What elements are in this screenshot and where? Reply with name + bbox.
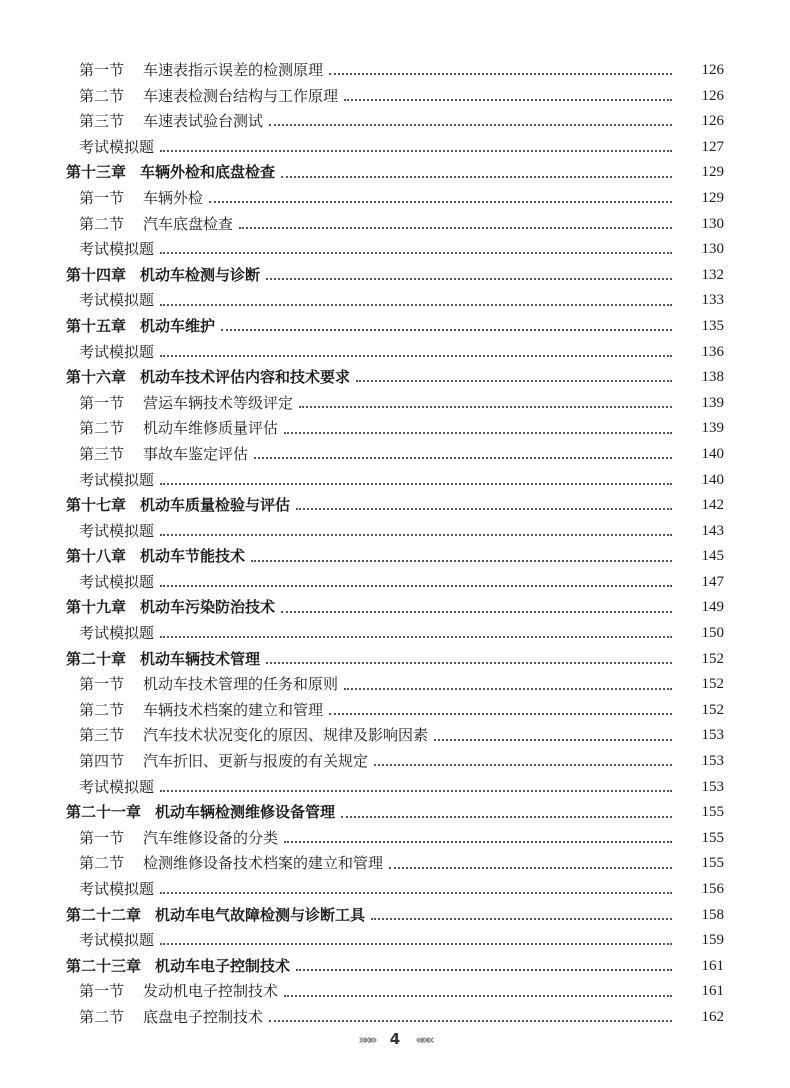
toc-section-entry[interactable]: [0, 442, 790, 468]
toc-entry-number: 第十九章: [66, 598, 127, 617]
toc-entry-number: 第一节: [79, 982, 125, 1001]
toc-entry-number: 第十四章: [66, 265, 127, 284]
dot-leader: [284, 431, 672, 434]
toc-entry-title: 底盘电子控制技术: [143, 1007, 264, 1026]
dot-leader: [344, 687, 672, 690]
toc-section-entry[interactable]: [0, 928, 790, 954]
toc-page-number: 143: [701, 522, 724, 539]
toc-entry-label: [66, 903, 365, 929]
dot-leader: [160, 251, 672, 254]
toc-entry-number: 第三节: [79, 444, 125, 463]
toc-entry-title: 机动车技术评估内容和技术要求: [140, 368, 351, 387]
dot-leader: [341, 815, 672, 818]
toc-page-number: 140: [701, 471, 724, 488]
toc-entry-number: 第十五章: [66, 316, 127, 335]
toc-section-entry[interactable]: [0, 58, 790, 84]
dot-leader: [374, 763, 672, 766]
toc-entry-title: 机动车电气故障检测与诊断工具: [155, 905, 366, 924]
toc-section-entry[interactable]: [0, 851, 790, 877]
toc-section-entry[interactable]: [0, 186, 790, 212]
toc-entry-title: 机动车辆技术管理: [140, 649, 261, 668]
toc-section-entry[interactable]: [0, 109, 790, 135]
toc-entry-title: 考试模拟题: [79, 470, 155, 489]
toc-entry-title: 考试模拟题: [79, 777, 155, 796]
dot-leader: [266, 661, 672, 664]
toc-entry-title: 车速表检测台结构与工作原理: [143, 86, 339, 105]
toc-page-number: 145: [701, 548, 724, 565]
dot-leader: [209, 200, 672, 203]
toc-entry-number: 第二十三章: [66, 956, 142, 975]
toc-section-entry[interactable]: [0, 468, 790, 494]
dot-leader: [269, 123, 672, 126]
dot-leader: [296, 968, 672, 971]
toc-page-number: 149: [701, 599, 724, 616]
toc-entry-title: 机动车技术管理的任务和原则: [143, 675, 339, 694]
toc-entry-label: [79, 58, 323, 84]
toc-page-number: 152: [701, 650, 724, 667]
toc-page-number: 139: [701, 420, 724, 437]
toc-page-number: 127: [701, 138, 724, 155]
toc-entry-title: 考试模拟题: [79, 880, 155, 898]
dot-leader: [160, 584, 672, 587]
dot-leader: [284, 840, 672, 843]
toc-page-number: 130: [701, 215, 724, 232]
toc-page-number: 156: [701, 881, 724, 897]
toc-entry-number: 第三节: [79, 726, 125, 745]
toc-entry-title: 考试模拟题: [79, 931, 155, 950]
page-number: 4: [389, 1030, 401, 1048]
dot-leader: [281, 610, 672, 613]
toc-entry-title: 汽车底盘检查: [143, 214, 234, 233]
toc-entry-label: [79, 212, 233, 238]
toc-entry-number: 第二节: [79, 86, 125, 105]
toc-entry-title: 机动车检测与诊断: [140, 265, 261, 284]
toc-entry-label: [79, 570, 154, 596]
toc-chapter-entry[interactable]: [0, 365, 790, 391]
toc-page-number: 126: [701, 113, 724, 130]
toc-page-number: 161: [701, 957, 724, 974]
toc-entry-label: [79, 928, 154, 954]
dot-leader: [389, 866, 672, 869]
toc-section-entry[interactable]: [0, 621, 790, 647]
toc-entry-label: [79, 723, 428, 749]
toc-page-number: 130: [701, 241, 724, 258]
toc-section-entry[interactable]: [0, 135, 790, 161]
dot-leader: [160, 789, 672, 792]
dot-leader: [239, 226, 672, 229]
toc-page-number: 161: [701, 983, 724, 1000]
toc-section-entry[interactable]: [0, 672, 790, 698]
toc-entry-title: 机动车维护: [140, 316, 216, 335]
toc-chapter-entry[interactable]: [0, 954, 790, 980]
toc-page-number: 153: [701, 753, 724, 770]
toc-entry-label: [66, 800, 335, 826]
toc-page-number: 155: [701, 804, 724, 821]
toc-entry-title: 检测维修设备技术档案的建立和管理: [143, 854, 384, 873]
toc-page-number: 139: [701, 394, 724, 411]
toc-entry-title: 考试模拟题: [79, 624, 155, 643]
toc-entry-title: 机动车污染防治技术: [140, 598, 276, 617]
toc-entry-number: 第一节: [79, 188, 125, 207]
toc-entry-title: 营运车辆技术等级评定: [143, 393, 294, 412]
toc-entry-title: 车辆外检和底盘检查: [140, 163, 276, 182]
toc-page-number: 140: [701, 445, 724, 462]
dot-leader: [160, 149, 672, 152]
dot-leader: [356, 379, 672, 382]
toc-entry-number: 第二节: [79, 419, 125, 438]
toc-entry-label: [79, 851, 383, 877]
toc-entry-title: 机动车维修质量评估: [143, 419, 279, 438]
toc-section-entry[interactable]: [0, 237, 790, 263]
dot-leader: [344, 98, 672, 101]
toc-entry-label: [79, 468, 154, 494]
table-of-contents: [0, 58, 790, 1031]
toc-entry-title: 机动车质量检验与评估: [140, 496, 291, 515]
dot-leader: [160, 354, 672, 357]
dot-leader: [221, 328, 672, 331]
toc-page-number: 152: [701, 701, 724, 718]
toc-entry-label: [79, 519, 154, 545]
toc-page-number: 152: [701, 676, 724, 693]
dot-leader: [251, 559, 672, 562]
toc-entry-label: [66, 544, 245, 570]
dot-leader: [160, 635, 672, 638]
toc-page-number: 126: [701, 87, 724, 104]
toc-entry-title: 考试模拟题: [79, 521, 155, 540]
toc-entry-number: 第二节: [79, 700, 125, 719]
toc-entry-title: 车辆外检: [143, 188, 204, 207]
toc-chapter-entry[interactable]: [0, 903, 790, 929]
toc-chapter-entry[interactable]: [0, 263, 790, 289]
chevron-left-ornament-icon: «««: [415, 1033, 432, 1048]
toc-entry-title: 汽车折旧、更新与报废的有关规定: [143, 752, 369, 771]
toc-entry-title: 车速表指示误差的检测原理: [143, 61, 324, 79]
dot-leader: [284, 994, 672, 997]
toc-entry-label: [79, 1005, 263, 1031]
toc-entry-number: 第一节: [79, 675, 125, 694]
toc-entry-label: [79, 340, 154, 366]
toc-section-entry[interactable]: [0, 416, 790, 442]
toc-entry-number: 第一节: [79, 828, 125, 847]
dot-leader: [329, 712, 672, 715]
toc-entry-label: [79, 698, 323, 724]
toc-entry-title: 车辆技术档案的建立和管理: [143, 700, 324, 719]
toc-section-entry[interactable]: [0, 391, 790, 417]
toc-page-number: 126: [701, 62, 724, 78]
dot-leader: [281, 175, 672, 178]
toc-entry-title: 发动机电子控制技术: [143, 982, 279, 1001]
page-footer: [0, 1030, 790, 1048]
toc-entry-title: 考试模拟题: [79, 137, 155, 156]
toc-page-number: 155: [701, 829, 724, 846]
toc-section-entry[interactable]: [0, 775, 790, 801]
toc-entry-title: 考试模拟题: [79, 342, 155, 361]
dot-leader: [266, 277, 672, 280]
dot-leader: [329, 72, 672, 75]
toc-entry-label: [79, 84, 338, 110]
toc-entry-label: [79, 672, 338, 698]
toc-section-entry[interactable]: [0, 877, 790, 903]
toc-page-number: 155: [701, 855, 724, 872]
toc-section-entry[interactable]: [0, 340, 790, 366]
toc-entry-label: [79, 237, 154, 263]
toc-entry-label: [79, 391, 293, 417]
dot-leader: [269, 1019, 672, 1022]
toc-section-entry[interactable]: [0, 1005, 790, 1031]
toc-entry-number: 第十六章: [66, 368, 127, 387]
toc-section-entry[interactable]: [0, 979, 790, 1005]
dot-leader: [254, 456, 672, 459]
toc-entry-title: 考试模拟题: [79, 291, 155, 310]
toc-page-number: 159: [701, 932, 724, 949]
toc-entry-number: 第三节: [79, 112, 125, 131]
toc-section-entry[interactable]: [0, 84, 790, 110]
toc-entry-label: [66, 263, 260, 289]
toc-chapter-entry[interactable]: [0, 595, 790, 621]
toc-chapter-entry[interactable]: [0, 544, 790, 570]
toc-entry-number: 第十八章: [66, 547, 127, 566]
toc-page-number: 132: [701, 266, 724, 283]
toc-entry-number: 第一节: [79, 393, 125, 412]
toc-entry-label: [66, 160, 275, 186]
toc-entry-label: [66, 365, 350, 391]
toc-section-entry[interactable]: [0, 288, 790, 314]
toc-entry-label: [79, 775, 154, 801]
toc-entry-title: 机动车节能技术: [140, 547, 246, 566]
toc-entry-title: 汽车技术状况变化的原因、规律及影响因素: [143, 726, 429, 745]
toc-entry-label: [79, 621, 154, 647]
toc-chapter-entry[interactable]: [0, 314, 790, 340]
toc-page-number: 136: [701, 343, 724, 360]
toc-page-number: 158: [701, 906, 724, 923]
toc-entry-label: [79, 826, 278, 852]
toc-page-number: 153: [701, 778, 724, 795]
toc-chapter-entry[interactable]: [0, 160, 790, 186]
toc-section-entry[interactable]: [0, 826, 790, 852]
dot-leader: [299, 405, 672, 408]
toc-entry-number: 第一节: [79, 61, 125, 79]
toc-entry-title: 机动车电子控制技术: [155, 956, 291, 975]
toc-entry-number: 第二十一章: [66, 803, 142, 822]
toc-entry-number: 第二十二章: [66, 905, 142, 924]
toc-entry-number: 第二节: [79, 1007, 125, 1026]
toc-entry-label: [79, 442, 248, 468]
toc-section-entry[interactable]: [0, 570, 790, 596]
toc-page-number: 129: [701, 164, 724, 181]
toc-entry-label: [79, 877, 154, 903]
toc-entry-label: [79, 416, 278, 442]
chevron-right-ornament-icon: »»»: [358, 1033, 375, 1048]
toc-section-entry[interactable]: [0, 723, 790, 749]
dot-leader: [160, 891, 672, 894]
toc-entry-label: [66, 595, 275, 621]
toc-entry-number: 第二十章: [66, 649, 127, 668]
toc-page-number: 162: [701, 1008, 724, 1025]
toc-entry-label: [79, 186, 203, 212]
toc-entry-number: 第十三章: [66, 163, 127, 182]
toc-entry-label: [66, 314, 215, 340]
toc-section-entry[interactable]: [0, 749, 790, 775]
toc-entry-label: [66, 647, 260, 673]
dot-leader: [160, 533, 672, 536]
toc-entry-label: [66, 493, 290, 519]
toc-page-number: 153: [701, 727, 724, 744]
toc-entry-number: 第二节: [79, 854, 125, 873]
toc-entry-label: [79, 749, 368, 775]
toc-section-entry[interactable]: [0, 212, 790, 238]
dot-leader: [160, 303, 672, 306]
toc-entry-title: 机动车辆检测维修设备管理: [155, 803, 336, 822]
dot-leader: [434, 738, 672, 741]
toc-chapter-entry[interactable]: [0, 493, 790, 519]
toc-entry-number: 第四节: [79, 752, 125, 771]
toc-page-number: 150: [701, 625, 724, 642]
toc-page-number: 138: [701, 369, 724, 386]
toc-page-number: 142: [701, 497, 724, 514]
toc-page-number: 135: [701, 317, 724, 334]
toc-section-entry[interactable]: [0, 519, 790, 545]
dot-leader: [160, 482, 672, 485]
toc-entry-title: 车速表试验台测试: [143, 112, 264, 131]
dot-leader: [296, 507, 672, 510]
toc-page-number: 147: [701, 573, 724, 590]
toc-entry-title: 考试模拟题: [79, 572, 155, 591]
toc-section-entry[interactable]: [0, 698, 790, 724]
toc-entry-title: 汽车维修设备的分类: [143, 828, 279, 847]
toc-entry-label: [66, 954, 290, 980]
dot-leader: [160, 942, 672, 945]
toc-entry-label: [79, 135, 154, 161]
toc-chapter-entry[interactable]: [0, 800, 790, 826]
toc-entry-number: 第二节: [79, 214, 125, 233]
dot-leader: [371, 917, 672, 920]
toc-page-number: 133: [701, 292, 724, 309]
toc-entry-title: 事故车鉴定评估: [143, 444, 249, 463]
toc-entry-number: 第十七章: [66, 496, 127, 515]
toc-entry-label: [79, 979, 278, 1005]
toc-entry-label: [79, 288, 154, 314]
toc-entry-label: [79, 109, 263, 135]
toc-entry-title: 考试模拟题: [79, 240, 155, 259]
toc-page-number: 129: [701, 189, 724, 206]
toc-chapter-entry[interactable]: [0, 647, 790, 673]
